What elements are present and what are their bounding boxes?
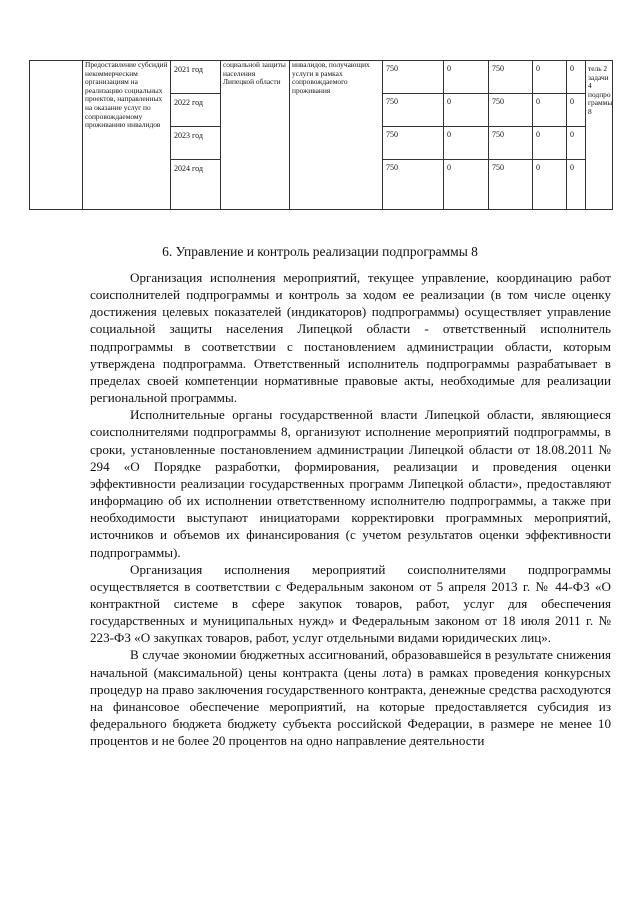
year-cell: 2022 год — [171, 94, 221, 127]
value-cell: 750 — [489, 127, 533, 160]
paragraph: Организация исполнения мероприятий, текущее управление, координацию работ соисполнителей подпрограммы и контроль за ходом ее реализации (в том числе оценку достижения целевых показателей (индикаторов) подпрограммы) осуществляет управление социальной защиты населения Липецкой области - ответственный исполнитель подпрограммы в соответствии с постановлением администрации области, которым утверждена подпрограмма. Ответственный исполнитель подпрограммы разрабатывает в пределах своей компетенции нормативные правовые акты, необходимые для реализации региональной программы. — [90, 270, 611, 406]
value-cell: 0 — [444, 61, 489, 94]
value-cell: 750 — [489, 94, 533, 127]
value-cell: 0 — [444, 127, 489, 160]
executor-cell: социальной защиты населения Липецкой области — [221, 61, 290, 210]
section-body — [90, 269, 611, 749]
value-cell: 750 — [489, 61, 533, 94]
value-cell: 750 — [383, 127, 444, 160]
event-name-cell: Предоставление субсидий некоммерческим организациям на реализацию социальных проектов, направленных на оказание услуг по сопровождаемому проживанию инвалидов — [83, 61, 171, 210]
funding-table — [29, 60, 613, 210]
value-cell: 0 — [533, 160, 567, 210]
year-cell: 2021 год — [171, 61, 221, 94]
indicator-cell: инвалидов, получающих услуги в рамках сопровождаемого проживания — [290, 61, 383, 210]
paragraph: Исполнительные органы государственной власти Липецкой области, являющиеся соисполнителями подпрограммы 8, организуют исполнение мероприятий подпрограммы, в сроки, установленные постановлением администрации Липецкой области от 18.08.2011 № 294 «О Порядке разработки, формирования, реализации и проведения оценки эффективности реализации государственных программ Липецкой области», предоставляют информацию об их исполнении ответственному исполнителю подпрограммы, а также при необходимости выступают инициаторами корректировки программных мероприятий, источников и объемов их финансирования (с учетом результатов оценки эффективности подпрограммы). — [90, 407, 611, 560]
value-cell: 0 — [533, 94, 567, 127]
value-cell: 0 — [533, 61, 567, 94]
section-title: 6. Управление и контроль реализации подпрограммы 8 — [162, 244, 478, 259]
year-cell: 2024 год — [171, 160, 221, 210]
value-cell: 750 — [383, 94, 444, 127]
value-cell: 0 — [567, 160, 586, 210]
paragraph: В случае экономии бюджетных ассигнований, образовавшейся в результате снижения начальной (максимальной) цены контракта (цены лота) в рамках проведения конкурсных процедур на право заключения государственного контракта, денежные средства расходуются на финансовое обеспечение мероприятий, на которые предоставляется субсидия из федерального бюджета бюджету субъекта российской Федерации, в размере не менее 10 процентов и не более 20 процентов на одно направление деятельности — [90, 647, 611, 749]
year-cell: 2023 год — [171, 127, 221, 160]
value-cell: 0 — [444, 94, 489, 127]
value-cell: 0 — [567, 61, 586, 94]
value-cell: 0 — [533, 127, 567, 160]
value-cell: 0 — [444, 160, 489, 210]
row-number-cell — [30, 61, 83, 210]
value-cell: 750 — [383, 160, 444, 210]
value-cell: 0 — [567, 127, 586, 160]
table-row — [30, 61, 613, 94]
value-cell: 750 — [489, 160, 533, 210]
target-cell: тель 2 задачи 4 подпро граммы 8 — [586, 61, 613, 210]
value-cell: 0 — [567, 94, 586, 127]
value-cell: 750 — [383, 61, 444, 94]
paragraph: Организация исполнения мероприятий соисполнителями подпрограммы осуществляется в соответствии с Федеральным законом от 5 апреля 2013 г. № 44-ФЗ «О контрактной системе в сфере закупок товаров, работ, услуг для обеспечения государственных и муниципальных нужд» и Федеральным законом от 18 июля 2011 г. № 223-ФЗ «О закупках товаров, работ, услуг отдельными видами юридических лиц». — [90, 561, 611, 646]
